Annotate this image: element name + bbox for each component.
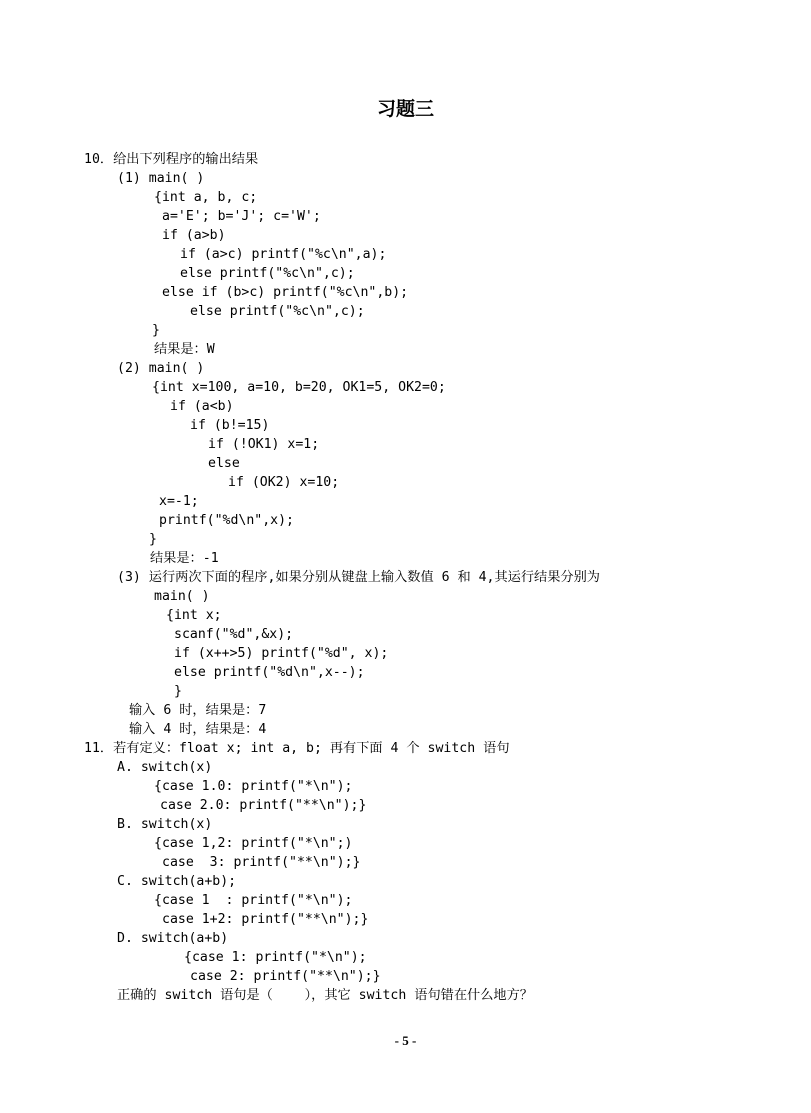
code-line: if (b!=15) [190,418,270,433]
code-line: {int a, b, c; [154,190,258,205]
code-line: if (x++>5) printf("%d", x); [174,646,389,661]
code-line: if (!OK1) x=1; [208,437,320,452]
question-10-heading: 10．给出下列程序的输出结果 [84,152,259,167]
option-b-label: B. switch(x) [117,817,213,832]
answer-2: 结果是：-1 [150,551,219,566]
code-line: else printf("%c\n",c); [190,304,365,319]
code-line: main( ) [154,589,210,604]
sub-question-1: (1) main( ) [117,171,205,186]
question-11-heading: 11．若有定义：float x; int a, b; 再有下面 4 个 switch 语句 [84,741,510,756]
code-line: } [152,323,160,338]
answer-1: 结果是：W [154,342,215,357]
code-line: {case 1.0: printf("*\n"); [154,779,353,794]
code-line: {case 1,2: printf("*\n";) [154,836,353,851]
page-title: 习题三 [376,98,434,120]
code-line: if (OK2) x=10; [228,475,340,490]
code-line: {int x; [166,608,222,623]
sub-question-2: (2) main( ) [117,361,205,376]
code-line: if (a>b) [162,228,226,243]
code-line: if (a>c) printf("%c\n",a); [180,247,387,262]
answer-3b: 输入 4 时，结果是：4 [129,722,267,737]
code-line: if (a<b) [170,399,234,414]
code-line: } [174,684,182,699]
code-line: case 3: printf("**\n");} [162,855,361,870]
code-line: {case 1 : printf("*\n"); [154,893,353,908]
code-line: else [208,456,240,471]
answer-3a: 输入 6 时，结果是：7 [129,703,267,718]
code-line: else printf("%d\n",x--); [174,665,365,680]
sub-question-3: (3) 运行两次下面的程序,如果分别从键盘上输入数值 6 和 4,其运行结果分别为 [117,570,600,585]
code-line: case 2: printf("**\n");} [190,969,381,984]
code-line: scanf("%d",&x); [174,627,294,642]
code-line: x=-1; [159,494,199,509]
page-number: - 5 - [394,1033,417,1048]
code-line: else if (b>c) printf("%c\n",b); [162,285,409,300]
question-11-prompt: 正确的 switch 语句是（ ），其它 switch 语句错在什么地方？ [117,988,533,1003]
code-line: printf("%d\n",x); [159,513,294,528]
code-line: a='E'; b='J'; c='W'; [162,209,321,224]
option-c-label: C. switch(a+b); [117,874,237,889]
code-line: } [149,532,157,547]
code-line: case 1+2: printf("**\n");} [162,912,369,927]
option-a-label: A. switch(x) [117,760,213,775]
code-line: {case 1: printf("*\n"); [184,950,367,965]
code-line: {int x=100, a=10, b=20, OK1=5, OK2=0; [152,380,446,395]
code-line: else printf("%c\n",c); [180,266,355,281]
code-line: case 2.0: printf("**\n");} [160,798,367,813]
option-d-label: D. switch(a+b) [117,931,229,946]
